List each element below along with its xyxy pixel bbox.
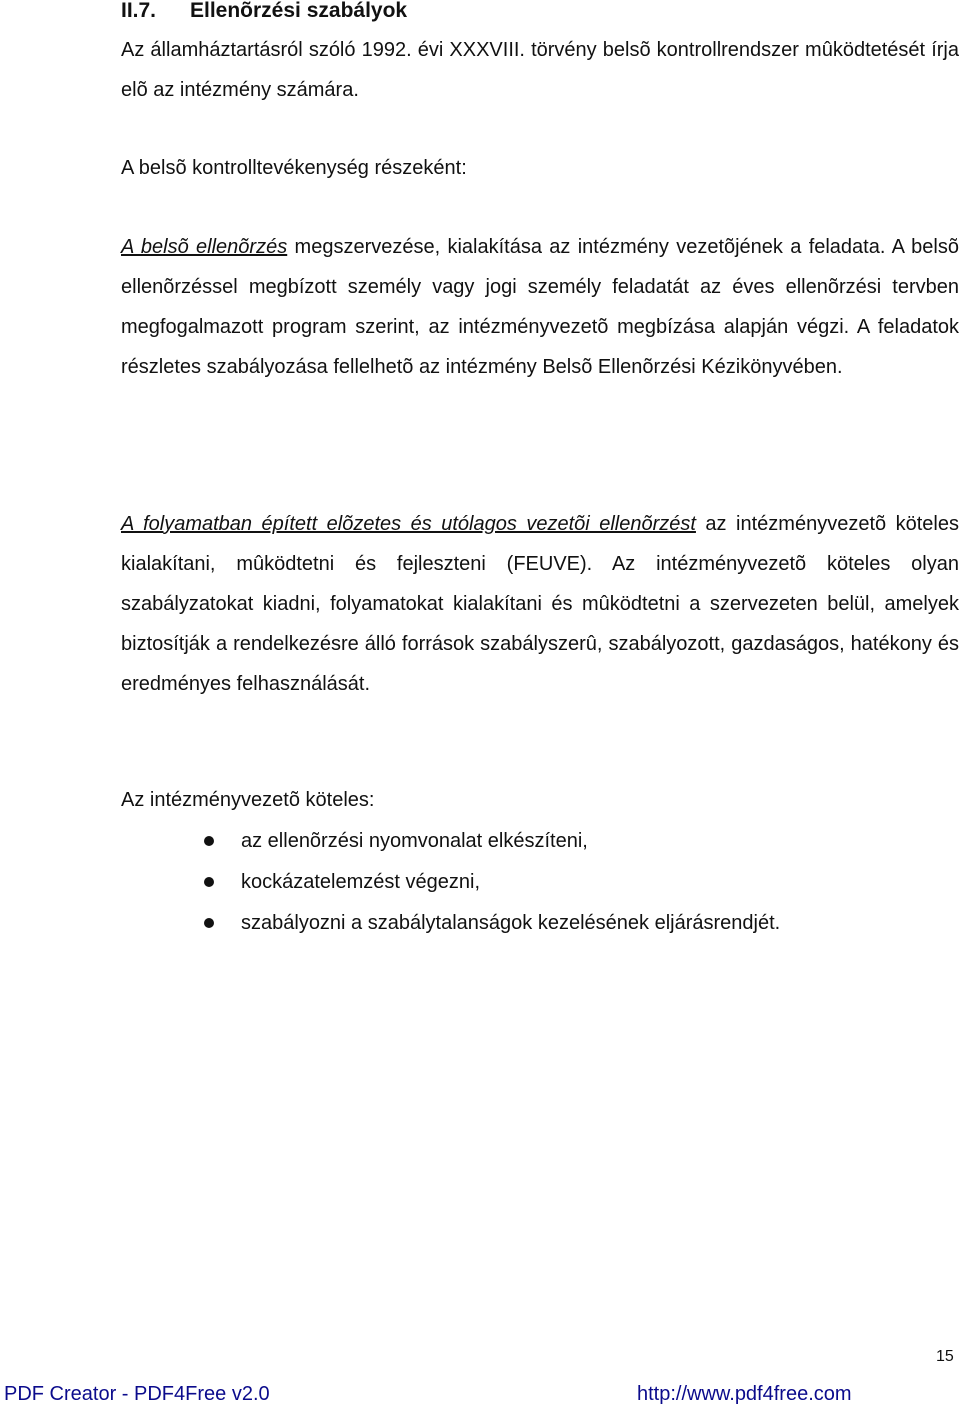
feuve-text: az intézményvezetõ köteles kialakítani, mûködtetni és fejleszteni (FEUVE). Az intézményvezetõ köteles olyan szabályzatokat kiadni, folyamatokat kialakítani és mûködtetni a szervezeten belül, amelyek biztosítják a rendelkezésre álló források szabályszerû, szabályozott, gazdaságos, hatékony és eredményes felhasználását. [121, 513, 959, 695]
section-title: Ellenõrzési szabályok [190, 0, 408, 22]
section-heading [121, 0, 407, 24]
bullet-icon [204, 836, 214, 846]
feuve-term: A folyamatban épített elõzetes és utólagos vezetõi ellenõrzést [121, 513, 696, 535]
paragraph-internal-audit [121, 227, 959, 387]
internal-audit-text: megszervezése, kialakítása az intézmény vezetõjének a feladata. A belsõ ellenõrzéssel megbízott személy vagy jogi személy feladatát az éves ellenõrzési tervben megfogalmazott program szerint, az intézményvezetõ megbízása alapján végzi. A feladatok részletes szabályozása fellelhetõ az intézmény Belsõ Ellenõrzési Kézikönyvében. [121, 236, 959, 378]
footer-url-link[interactable]: http://www.pdf4free.com [637, 1383, 852, 1405]
page-number: 15 [936, 1348, 954, 1365]
bullet-icon [204, 918, 214, 928]
obligations-list [121, 821, 959, 944]
footer-creator-text: PDF Creator - PDF4Free v2.0 [4, 1383, 270, 1405]
internal-audit-term: A belsõ ellenõrzés [121, 236, 288, 258]
paragraph-law-reference: Az államháztartásról szóló 1992. évi XXXVIII. törvény belsõ kontrollrendszer mûködtetését írja elõ az intézmény számára. [121, 39, 959, 101]
list-item: kockázatelemzést végezni, [121, 862, 959, 902]
paragraph-feuve [121, 504, 959, 704]
paragraph-control-intro: A belsõ kontrolltevékenység részeként: [121, 157, 467, 179]
section-number: II.7. [121, 0, 157, 22]
paragraph-obligations-intro: Az intézményvezetõ köteles: [121, 789, 375, 811]
list-item: szabályozni a szabálytalanságok kezelésének eljárásrendjét. [121, 903, 959, 943]
bullet-icon [204, 877, 214, 887]
list-item: az ellenõrzési nyomvonalat elkészíteni, [121, 821, 959, 861]
